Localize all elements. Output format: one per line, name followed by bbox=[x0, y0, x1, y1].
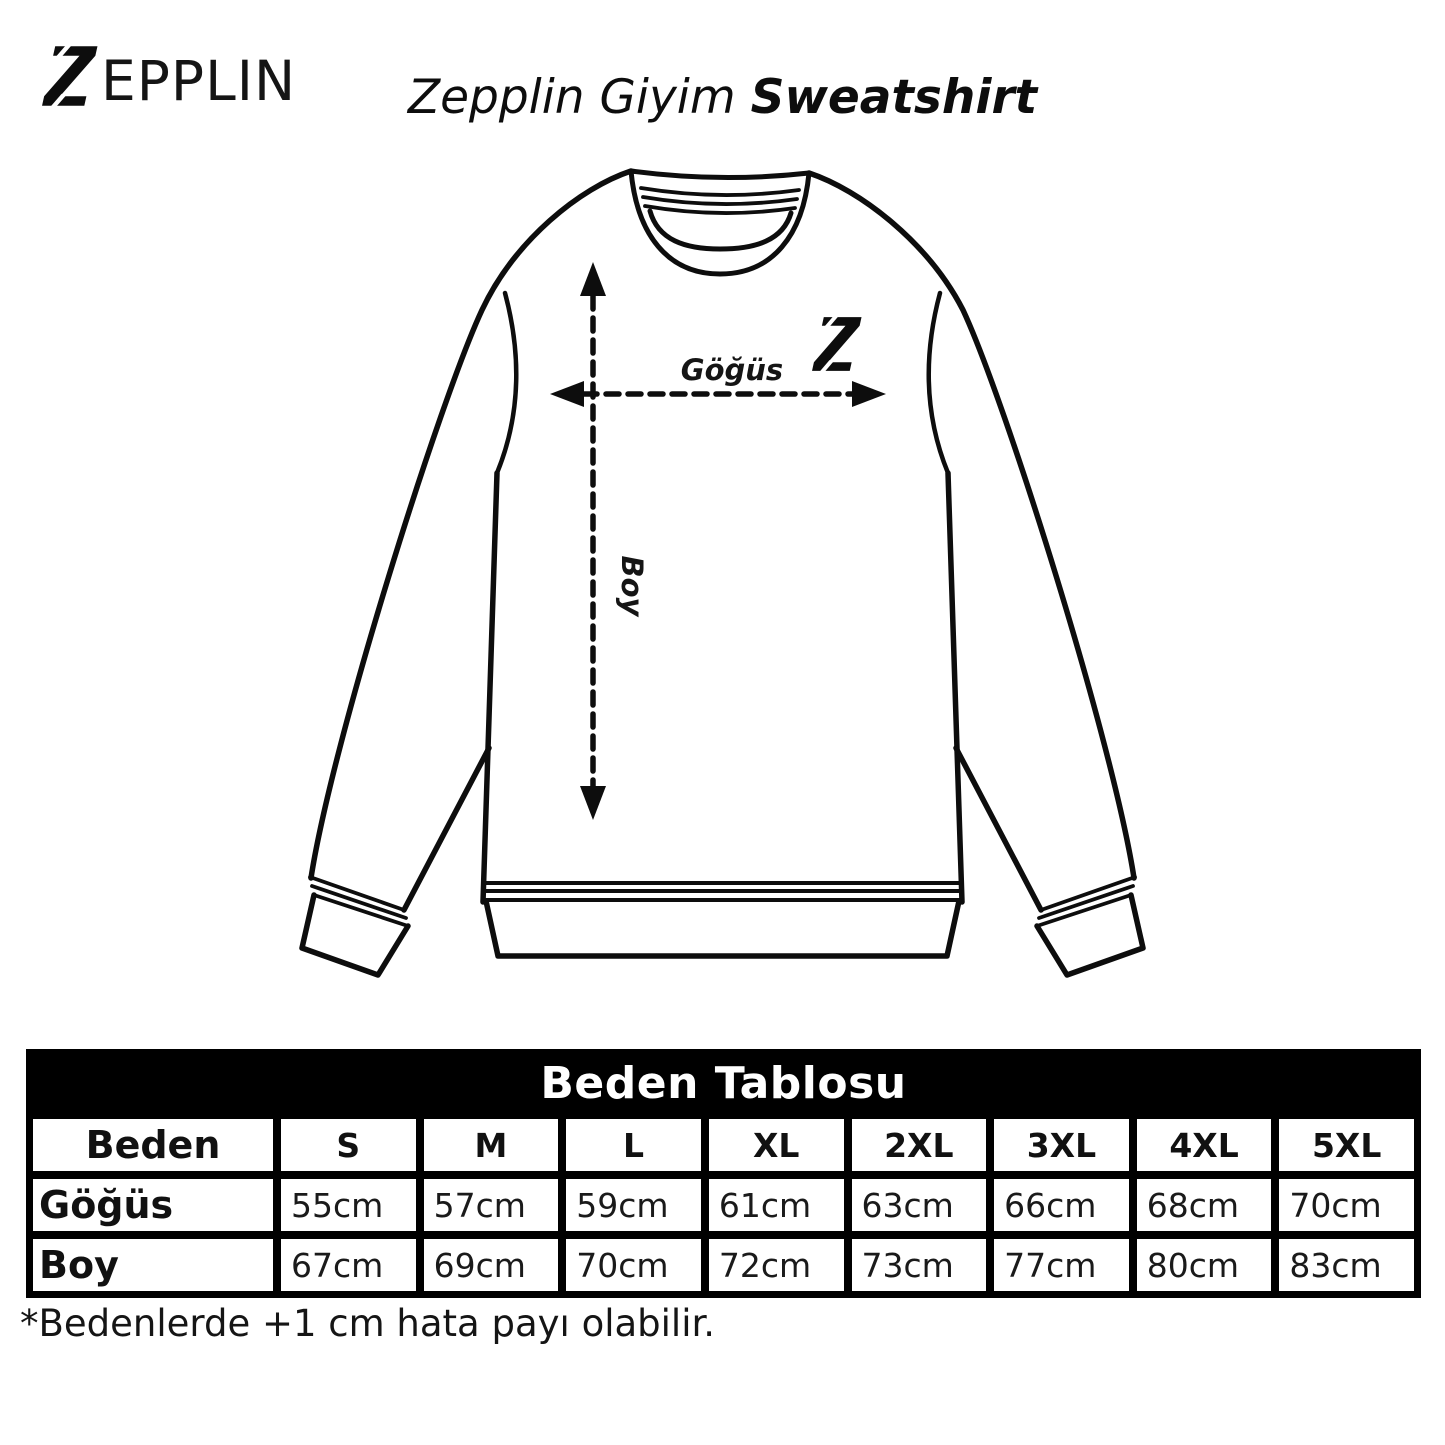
value-cell: 70cm bbox=[1279, 1179, 1414, 1231]
value-cell: 83cm bbox=[1279, 1239, 1414, 1291]
size-header-cell: M bbox=[424, 1119, 559, 1171]
size-header-cell: S bbox=[281, 1119, 416, 1171]
row-label-cell: Göğüs bbox=[33, 1179, 273, 1231]
value-cell: 61cm bbox=[709, 1179, 844, 1231]
brand-logo-text: EPPLIN bbox=[101, 49, 297, 113]
footnote: *Bedenlerde +1 cm hata payı olabilir. bbox=[20, 1302, 716, 1345]
row-label-cell: Boy bbox=[33, 1239, 273, 1291]
length-dimension-arrow bbox=[580, 262, 606, 820]
length-dimension-label: Boy bbox=[615, 555, 649, 617]
size-table-grid bbox=[33, 1119, 1414, 1291]
size-header-cell: 3XL bbox=[994, 1119, 1129, 1171]
value-cell: 77cm bbox=[994, 1239, 1129, 1291]
page-title bbox=[0, 72, 1445, 124]
chest-dimension-label: Göğüs bbox=[680, 353, 784, 387]
value-cell: 63cm bbox=[852, 1179, 987, 1231]
value-cell: 57cm bbox=[424, 1179, 559, 1231]
size-header-cell: XL bbox=[709, 1119, 844, 1171]
sweatshirt-outline bbox=[311, 171, 1134, 910]
value-cell: 72cm bbox=[709, 1239, 844, 1291]
size-header-cell: 5XL bbox=[1279, 1119, 1414, 1171]
value-cell: 80cm bbox=[1137, 1239, 1272, 1291]
size-header-cell: 4XL bbox=[1137, 1119, 1272, 1171]
value-cell: 66cm bbox=[994, 1179, 1129, 1231]
size-table-title: Beden Tablosu bbox=[540, 1058, 907, 1109]
table-corner-cell: Beden bbox=[33, 1119, 273, 1171]
value-cell: 67cm bbox=[281, 1239, 416, 1291]
value-cell: 73cm bbox=[852, 1239, 987, 1291]
value-cell: 59cm bbox=[566, 1179, 701, 1231]
page-title-prefix: Zepplin Giyim bbox=[407, 70, 736, 125]
chest-z-logo-icon bbox=[812, 316, 862, 372]
value-cell: 70cm bbox=[566, 1239, 701, 1291]
collar bbox=[631, 171, 809, 274]
size-header-cell: 2XL bbox=[852, 1119, 987, 1171]
page-title-product: Sweatshirt bbox=[750, 70, 1038, 125]
size-header-cell: L bbox=[566, 1119, 701, 1171]
size-table bbox=[26, 1049, 1421, 1298]
value-cell: 68cm bbox=[1137, 1179, 1272, 1231]
value-cell: 69cm bbox=[424, 1239, 559, 1291]
value-cell: 55cm bbox=[281, 1179, 416, 1231]
bottom-hem bbox=[484, 883, 961, 956]
